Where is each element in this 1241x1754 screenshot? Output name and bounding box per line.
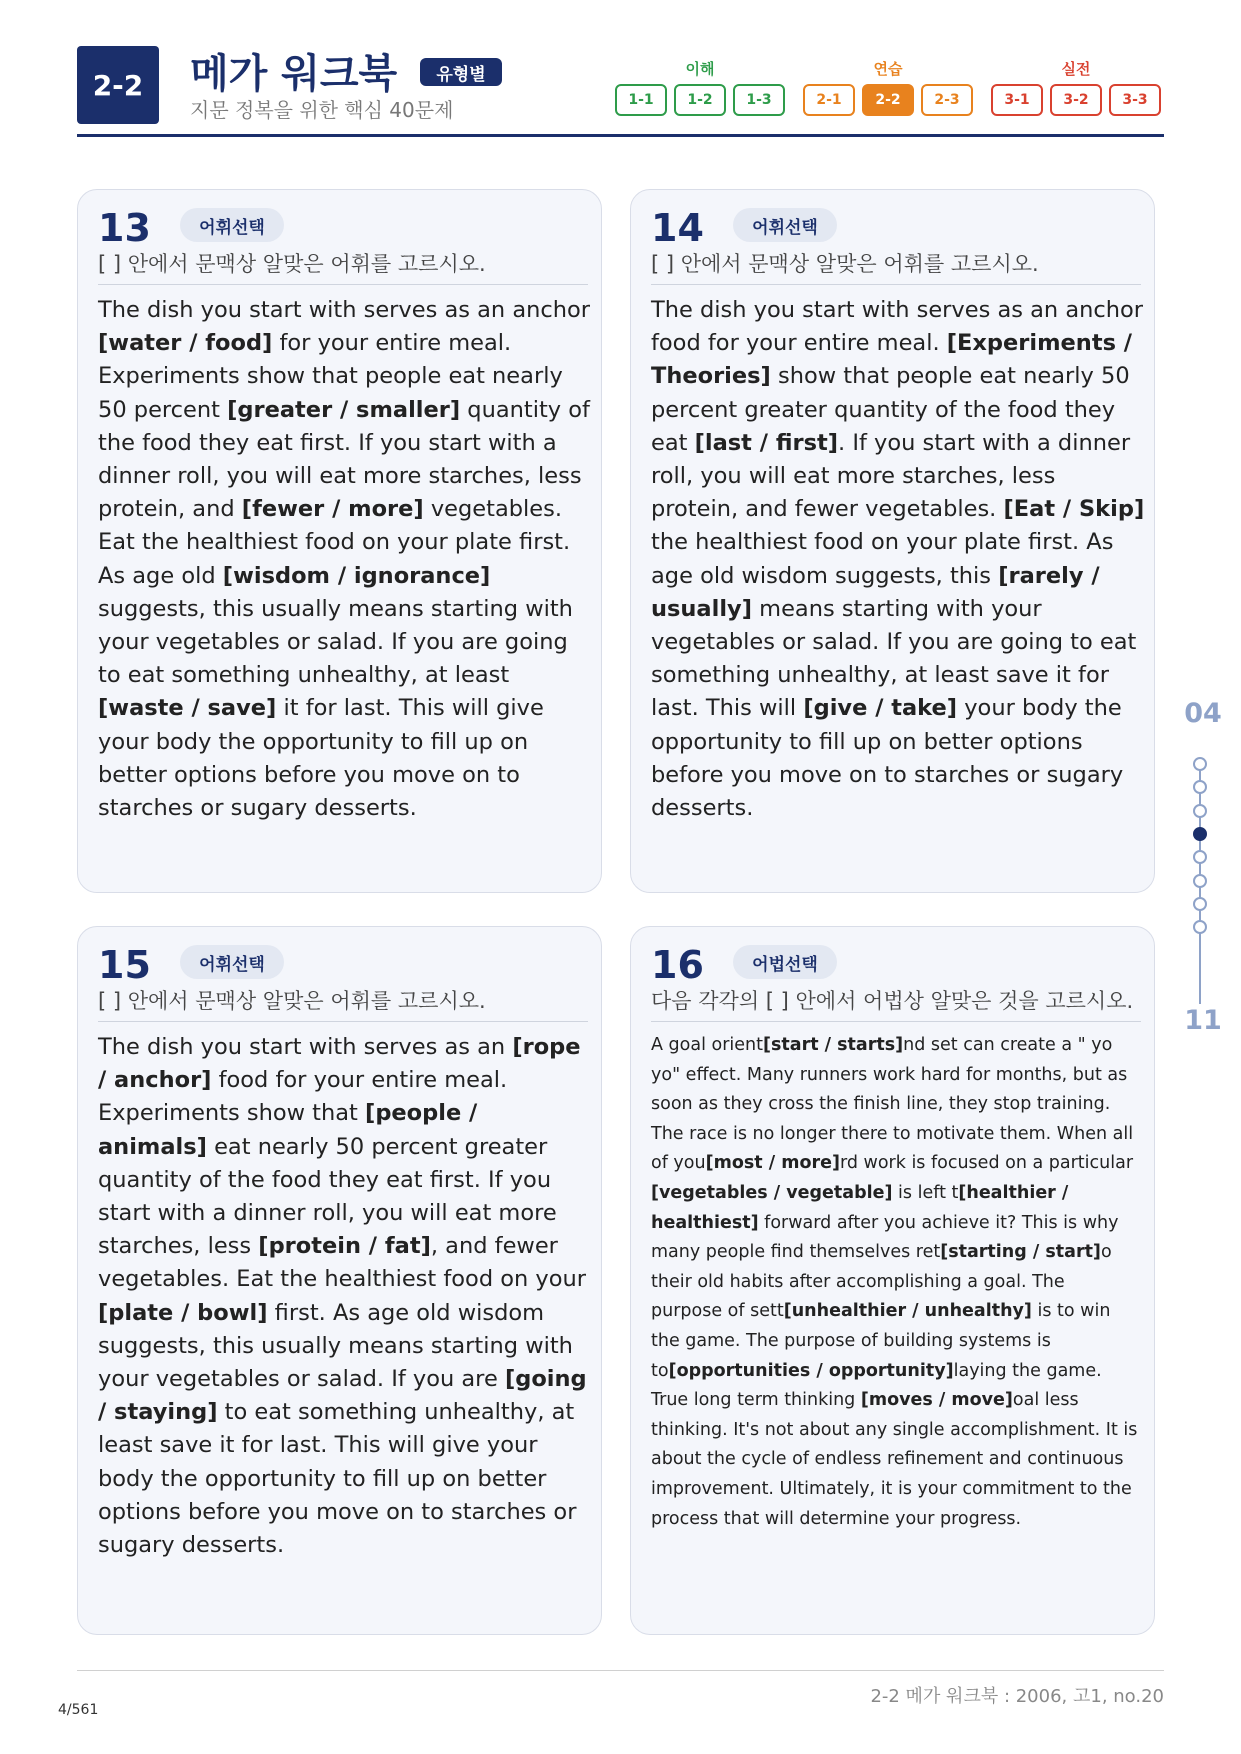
step-group-label-real: 실전 bbox=[1061, 60, 1091, 78]
passage-text: for your entire meal. Experiments show that people eat nearly 50 percent bbox=[98, 330, 563, 423]
passage-text: first. As age old wisdom suggests, this usually means starting with your vegetables or salad. If you are bbox=[98, 1299, 573, 1393]
passage-text: The dish you start with serves as an bbox=[98, 1034, 513, 1060]
passage-text: rd work is focused on a particular bbox=[839, 1153, 1134, 1174]
step-button-1-1[interactable]: 1-1 bbox=[615, 84, 667, 116]
passage-text: forward after you achieve it? This is why many people find themselves ret bbox=[651, 1212, 1119, 1263]
section-badge: 2-2 bbox=[77, 46, 159, 124]
side-nav-dot[interactable] bbox=[1193, 757, 1207, 771]
step-button-3-1[interactable]: 3-1 bbox=[991, 84, 1043, 116]
step-row-real bbox=[991, 84, 1161, 116]
question-passage bbox=[651, 1031, 1141, 1534]
choice-bracket: [Eat / Skip] bbox=[1003, 496, 1145, 523]
passage-text: eat nearly 50 percent greater quantity of the food they eat first. If you start with a dinner roll, you will eat more starches, less bbox=[98, 1133, 557, 1260]
question-number: 13 bbox=[98, 206, 151, 250]
step-button-1-3[interactable]: 1-3 bbox=[733, 84, 785, 116]
passage-text: oal less thinking. It's not about any single accomplishment. It is about the cycle of endless refinement and continuous improvement. Ultimately, it is your commitment to the process that will determine your progress. bbox=[651, 1390, 1138, 1529]
side-nav-dot[interactable] bbox=[1193, 804, 1207, 818]
passage-text: o their old habits after accomplishing a goal. The purpose of sett bbox=[651, 1242, 1112, 1322]
passage-text: The dish you start with serves as an anchor bbox=[98, 297, 591, 323]
question-card-16 bbox=[630, 926, 1155, 1635]
question-instruction: [ ] 안에서 문맥상 알맞은 어휘를 고르시오. bbox=[98, 985, 588, 1022]
step-group-real bbox=[991, 58, 1161, 116]
side-nav-dot[interactable] bbox=[1193, 897, 1207, 911]
passage-text: your body the opportunity to fill up on better options before you move on to starches or sugary desserts. bbox=[651, 695, 1124, 822]
question-number: 14 bbox=[651, 206, 704, 250]
side-nav-dot[interactable] bbox=[1193, 780, 1207, 794]
choice-bracket: [going / staying] bbox=[98, 1366, 587, 1426]
page-subtitle: 지문 정복을 위한 핵심 40문제 bbox=[190, 98, 454, 122]
passage-text: suggests, this usually means starting with your vegetables or salad. If you are going to eat something unhealthy, at least bbox=[98, 595, 573, 689]
choice-bracket: [waste / save] bbox=[98, 695, 277, 722]
passage-text: it for last. This will give your body the opportunity to fill up on better options before you move on to starches or sugary desserts. bbox=[98, 695, 544, 822]
choice-bracket: [give / take] bbox=[803, 695, 958, 722]
passage-text: , and fewer vegetables. Eat the healthiest food on your bbox=[98, 1233, 587, 1293]
choice-bracket: [healthier / healthiest] bbox=[651, 1182, 1069, 1233]
passage-text: nd set can create a " yo yo" effect. Many runners work hard for months, but as soon as they cross the finish line, they stop training. The race is no longer there to motivate them. When all of you bbox=[651, 1035, 1134, 1174]
passage-text: The dish you start with serves as an anchor food for your entire meal. bbox=[651, 297, 1144, 357]
question-type-tag: 어휘선택 bbox=[733, 208, 837, 242]
step-button-3-2[interactable]: 3-2 bbox=[1050, 84, 1102, 116]
passage-text: vegetables. Eat the healthiest food on your plate first. As age old bbox=[98, 496, 571, 589]
side-nav-dot[interactable] bbox=[1193, 920, 1207, 934]
choice-bracket: [people / animals] bbox=[98, 1100, 478, 1160]
question-number: 16 bbox=[651, 943, 704, 987]
step-row-understand bbox=[615, 84, 785, 116]
question-passage bbox=[98, 1031, 592, 1562]
passage-text: food for your entire meal. Experiments show that bbox=[98, 1067, 508, 1127]
choice-bracket: [water / food] bbox=[98, 330, 273, 357]
type-tag: 유형별 bbox=[420, 58, 502, 86]
choice-bracket: [protein / fat] bbox=[258, 1233, 431, 1260]
step-group-label-practice: 연습 bbox=[873, 60, 903, 78]
question-passage bbox=[98, 294, 592, 825]
choice-bracket: [Experiments / Theories] bbox=[651, 330, 1133, 390]
question-instruction: 다음 각각의 [ ] 안에서 어법상 알맞은 것을 고르시오. bbox=[651, 985, 1141, 1022]
choice-bracket: [last / first] bbox=[694, 429, 839, 456]
choice-bracket: [moves / move] bbox=[860, 1390, 1013, 1411]
question-type-tag: 어휘선택 bbox=[180, 208, 284, 242]
passage-text: . If you start with a dinner roll, you will eat more starches, less protein, and fewer vegetables. bbox=[651, 429, 1131, 523]
question-card-14 bbox=[630, 189, 1155, 893]
question-card-13 bbox=[77, 189, 602, 893]
choice-bracket: [rarely / usually] bbox=[651, 562, 1100, 622]
page-title: 메가 워크북 bbox=[190, 51, 398, 97]
side-nav-dot[interactable] bbox=[1193, 874, 1207, 888]
choice-bracket: [plate / bowl] bbox=[98, 1299, 268, 1326]
choice-bracket: [start / starts] bbox=[762, 1035, 904, 1055]
passage-text: show that people eat nearly 50 percent greater quantity of the food they eat bbox=[651, 363, 1130, 456]
question-card-15 bbox=[77, 926, 602, 1635]
passage-text: means starting with your vegetables or salad. If you are going to eat something unhealthy, at least save it for last. This will bbox=[651, 595, 1137, 722]
step-button-3-3[interactable]: 3-3 bbox=[1109, 84, 1161, 116]
choice-bracket: [vegetables / vegetable] bbox=[651, 1182, 893, 1203]
question-type-tag: 어휘선택 bbox=[180, 945, 284, 979]
choice-bracket: [starting / start] bbox=[940, 1242, 1101, 1263]
step-button-2-3[interactable]: 2-3 bbox=[921, 84, 973, 116]
passage-text: to eat something unhealthy, at least save it for last. This will give your body the opportunity to fill up on better options before you move on to starches or sugary desserts. bbox=[98, 1399, 577, 1559]
choice-bracket: [most / more] bbox=[705, 1153, 840, 1174]
choice-bracket: [rope / anchor] bbox=[98, 1034, 581, 1094]
step-button-2-1[interactable]: 2-1 bbox=[803, 84, 855, 116]
side-nav-dot[interactable] bbox=[1193, 850, 1207, 864]
step-group-understand bbox=[615, 58, 785, 116]
step-row-practice bbox=[803, 84, 973, 116]
step-button-1-2[interactable]: 1-2 bbox=[674, 84, 726, 116]
question-type-tag: 어법선택 bbox=[733, 945, 837, 979]
question-passage bbox=[651, 294, 1145, 825]
side-nav-start: 04 bbox=[1184, 698, 1222, 729]
question-instruction: [ ] 안에서 문맥상 알맞은 어휘를 고르시오. bbox=[651, 248, 1141, 285]
passage-text: laying the game. True long term thinking bbox=[651, 1360, 1102, 1411]
choice-bracket: [greater / smaller] bbox=[227, 396, 461, 423]
choice-bracket: [wisdom / ignorance] bbox=[222, 562, 491, 589]
passage-text: the healthiest food on your plate first. As age old wisdom suggests, this bbox=[651, 529, 1114, 589]
step-group-label-understand: 이해 bbox=[685, 60, 715, 78]
passage-text: quantity of the food they eat first. If you start with a dinner roll, you will eat more starches, less protein, and bbox=[98, 396, 590, 523]
footer-divider bbox=[77, 1670, 1164, 1671]
choice-bracket: [unhealthier / unhealthy] bbox=[783, 1301, 1032, 1322]
passage-text: is to win the game. The purpose of building systems is to bbox=[651, 1301, 1111, 1381]
footer-source: 2-2 메가 워크북 : 2006, 고1, no.20 bbox=[870, 1686, 1164, 1707]
page-number: 4/561 bbox=[58, 1702, 99, 1718]
step-button-2-2[interactable]: 2-2 bbox=[862, 84, 914, 116]
passage-text: is left t bbox=[892, 1182, 959, 1203]
question-instruction: [ ] 안에서 문맥상 알맞은 어휘를 고르시오. bbox=[98, 248, 588, 285]
header-divider bbox=[77, 134, 1164, 137]
passage-text: A goal orient bbox=[651, 1035, 763, 1055]
side-nav-end: 11 bbox=[1184, 1005, 1222, 1036]
choice-bracket: [opportunities / opportunity] bbox=[668, 1360, 954, 1381]
side-nav-dot[interactable] bbox=[1193, 827, 1207, 841]
step-group-practice bbox=[803, 58, 973, 116]
question-number: 15 bbox=[98, 943, 151, 987]
choice-bracket: [fewer / more] bbox=[241, 496, 424, 523]
